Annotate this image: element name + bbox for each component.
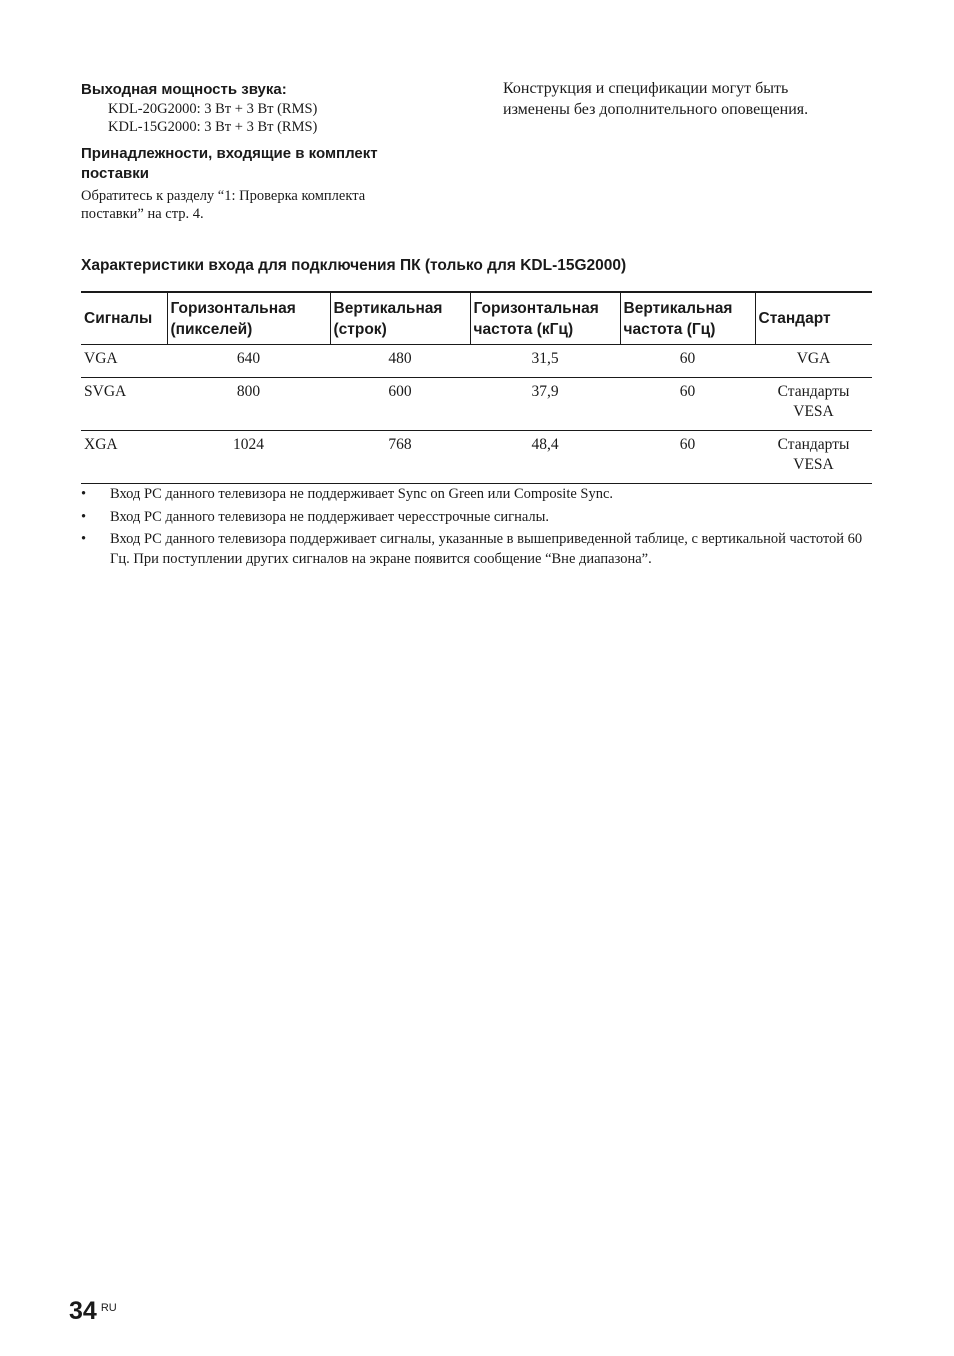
cell-standard: VGA xyxy=(755,345,872,378)
cell-v-lines: 480 xyxy=(330,345,470,378)
cell-signal: SVGA xyxy=(81,378,167,431)
audio-output-title: Выходная мощность звука: xyxy=(81,81,287,98)
col-header-vertical-frequency: Вертикальная частота (Гц) xyxy=(620,292,755,345)
bullet-icon: • xyxy=(81,508,87,525)
cell-h-pixels: 640 xyxy=(167,345,330,378)
cell-h-freq: 31,5 xyxy=(470,345,620,378)
page-footer xyxy=(69,1296,117,1326)
cell-signal: VGA xyxy=(81,345,167,378)
cell-h-freq: 37,9 xyxy=(470,378,620,431)
cell-h-pixels: 1024 xyxy=(167,431,330,484)
cell-v-freq: 60 xyxy=(620,378,755,431)
notice-line-1: Конструкция и спецификации могут быть xyxy=(503,80,789,97)
table-row xyxy=(81,345,872,378)
table-row xyxy=(81,378,872,431)
cell-v-lines: 600 xyxy=(330,378,470,431)
col-header-horizontal-pixels: Горизонтальная (пикселей) xyxy=(167,292,330,345)
note-text: Вход PC данного телевизора не поддерживает Sync on Green или Composite Sync. xyxy=(110,486,614,502)
list-item xyxy=(81,530,873,569)
notice-line-2: изменены без дополнительного оповещения. xyxy=(503,101,809,118)
pc-input-heading: Характеристики входа для подключения ПК (только для KDL-15G2000) xyxy=(81,257,627,274)
spec-left-column xyxy=(81,80,441,223)
cell-signal: XGA xyxy=(81,431,167,484)
table-header-row xyxy=(81,292,872,345)
list-item xyxy=(81,508,873,528)
page-language: RU xyxy=(100,1302,117,1314)
col-header-signals: Сигналы xyxy=(81,292,167,345)
pc-input-table xyxy=(81,291,872,484)
accessories-text xyxy=(81,187,441,223)
table-row xyxy=(81,431,872,484)
cell-standard: Стандарты VESA xyxy=(755,378,872,431)
accessories-text-line-1: Обратитесь к разделу “1: Проверка комплекта xyxy=(81,188,366,204)
cell-v-freq: 60 xyxy=(620,345,755,378)
cell-standard: Стандарты VESA xyxy=(755,431,872,484)
col-header-horizontal-frequency: Горизонтальная частота (кГц) xyxy=(470,292,620,345)
audio-output-line-20: KDL-20G2000: 3 Вт + 3 Вт (RMS) xyxy=(108,101,318,117)
cell-v-freq: 60 xyxy=(620,431,755,484)
accessories-title xyxy=(81,144,441,184)
note-text: Вход PC данного телевизора поддерживает сигналы, указанные в вышеприведенной таблице, с вертикальной частотой 60 Гц. При поступлении других сигналов на экране появится сообщение “Вне диапазона”. xyxy=(110,531,863,567)
bullet-icon: • xyxy=(81,486,87,502)
note-text: Вход PC данного телевизора не поддерживает чересстрочные сигналы. xyxy=(110,508,550,525)
cell-h-freq: 48,4 xyxy=(470,431,620,484)
cell-h-pixels: 800 xyxy=(167,378,330,431)
page-number: 34 xyxy=(69,1297,97,1325)
audio-output-line-15: KDL-15G2000: 3 Вт + 3 Вт (RMS) xyxy=(108,119,318,135)
pc-input-notes xyxy=(81,485,873,572)
accessories-text-line-2: поставки” на стр. 4. xyxy=(81,206,204,222)
list-item xyxy=(81,485,873,505)
col-header-vertical-lines: Вертикальная (строк) xyxy=(330,292,470,345)
design-change-notice xyxy=(503,78,883,120)
accessories-title-line-1: Принадлежности, входящие в комплект xyxy=(81,145,378,162)
bullet-icon: • xyxy=(81,531,87,547)
col-header-standard: Стандарт xyxy=(755,292,872,345)
cell-v-lines: 768 xyxy=(330,431,470,484)
accessories-title-line-2: поставки xyxy=(81,165,150,182)
